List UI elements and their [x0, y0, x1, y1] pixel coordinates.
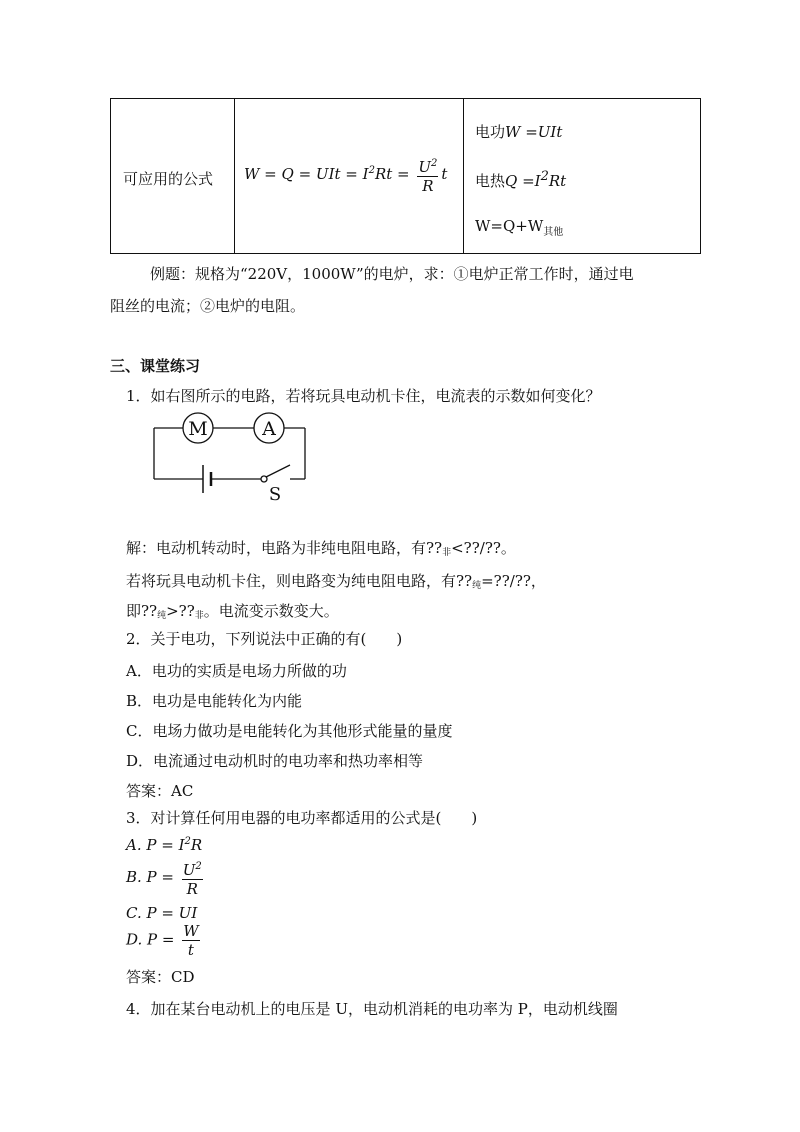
heat-eq-a: Q =I [505, 172, 541, 190]
optD-num: W [183, 922, 199, 940]
q1-solution-line-1 [126, 537, 516, 558]
numerator-exp: 2 [431, 158, 438, 169]
heat-exp: 2 [540, 169, 549, 184]
circuit-diagram [150, 412, 310, 504]
example-line-2: 阻丝的电流；②电炉的电阻。 [110, 297, 306, 315]
q1-text: 1．如右图所示的电路，若将玩具电动机卡住，电流表的示数如何变化？ [126, 387, 601, 405]
switch-label: S [268, 484, 282, 504]
optB-fraction [182, 858, 203, 898]
q2-option-c: C．电场力做功是电能转化为其他形式能量的量度 [126, 722, 453, 740]
section-title: 三、课堂练习 [110, 357, 201, 375]
formula-exp: 2 [368, 165, 375, 176]
q3-answer: 答案：CD [126, 968, 195, 986]
q3-option-a [126, 836, 202, 854]
table-divider-2 [463, 99, 464, 253]
energy-sum-formula [475, 217, 563, 238]
optB-exp: 2 [195, 861, 202, 872]
q1-solution-line-3 [126, 600, 339, 621]
q1-solution-line-2 [126, 570, 546, 591]
sum-main: W=Q+W [475, 217, 544, 235]
table-row-label: 可应用的公式 [123, 170, 214, 188]
optA-a: A. P = I [126, 836, 185, 854]
sol3-b: >?? [166, 602, 195, 620]
q4-text: 4．加在某台电动机上的电压是 U，电动机消耗的电功率为 P，电动机线圈 [126, 1000, 618, 1018]
work-prefix: 电功 [475, 123, 506, 141]
fraction-denominator: R [422, 177, 434, 195]
sol3-a: 即?? [126, 602, 158, 620]
table-divider-1 [234, 99, 235, 253]
optB-a: B. P = [126, 868, 179, 886]
q3-text: 3．对计算任何用电器的电功率都适用的公式是( ) [126, 809, 478, 827]
formula-tail: t [441, 165, 448, 183]
switch-lever [266, 465, 290, 477]
q3-option-c: C. P = UI [126, 904, 198, 922]
optD-a: D. P = [126, 930, 180, 949]
optD-fraction [182, 922, 199, 959]
q2-option-b: B．电功是电能转化为内能 [126, 692, 303, 710]
fraction-numerator: U [418, 158, 432, 176]
sum-sub: 其他 [543, 227, 564, 238]
heat-eq-b: Rt [548, 172, 567, 190]
optB-den: R [186, 880, 198, 898]
q3-option-b [126, 858, 206, 898]
sol3-sub1: 纯 [157, 611, 167, 621]
electric-heat-formula [475, 169, 566, 191]
sol2-a: 若将玩具电动机卡住，则电路变为纯电阻电路，有?? [126, 572, 473, 590]
ammeter-label: A [262, 418, 276, 440]
formula-table [110, 98, 701, 254]
example-line-1: 例题：规格为“220V，1000W”的电炉，求：①电炉正常工作时，通过电 [150, 265, 634, 283]
q2-answer: 答案：AC [126, 782, 194, 800]
optA-exp: 2 [184, 836, 191, 847]
optB-num: U [182, 861, 196, 879]
formula-lhs: W = Q = UIt = I [244, 165, 369, 183]
optD-den: t [187, 941, 194, 959]
sol3-sub2: 非 [194, 611, 204, 621]
sol1-b: <??/??。 [451, 539, 516, 557]
heat-prefix: 电热 [475, 172, 506, 190]
electric-work-formula [475, 121, 562, 142]
formula-mid: Rt = [374, 165, 415, 183]
q2-option-d: D．电流通过电动机时的电功率和热功率相等 [126, 752, 424, 770]
sol1-sub: 非 [442, 548, 452, 558]
sol3-c: 。电流变示数变大。 [203, 602, 339, 620]
sol2-b: =??/??， [481, 572, 546, 590]
sol2-sub: 纯 [472, 581, 482, 591]
formula-fraction [417, 155, 438, 195]
work-eq: W =UIt [505, 123, 563, 141]
q2-text: 2．关于电功，下列说法中正确的有( ) [126, 630, 403, 648]
q2-option-a: A．电功的实质是电场力所做的功 [126, 662, 347, 680]
q3-option-d [126, 922, 203, 959]
optA-b: R [190, 836, 203, 854]
pure-resistance-formula [244, 155, 447, 195]
sol1-a: 解：电动机转动时，电路为非纯电阻电路，有?? [126, 539, 443, 557]
motor-label: M [188, 418, 208, 440]
